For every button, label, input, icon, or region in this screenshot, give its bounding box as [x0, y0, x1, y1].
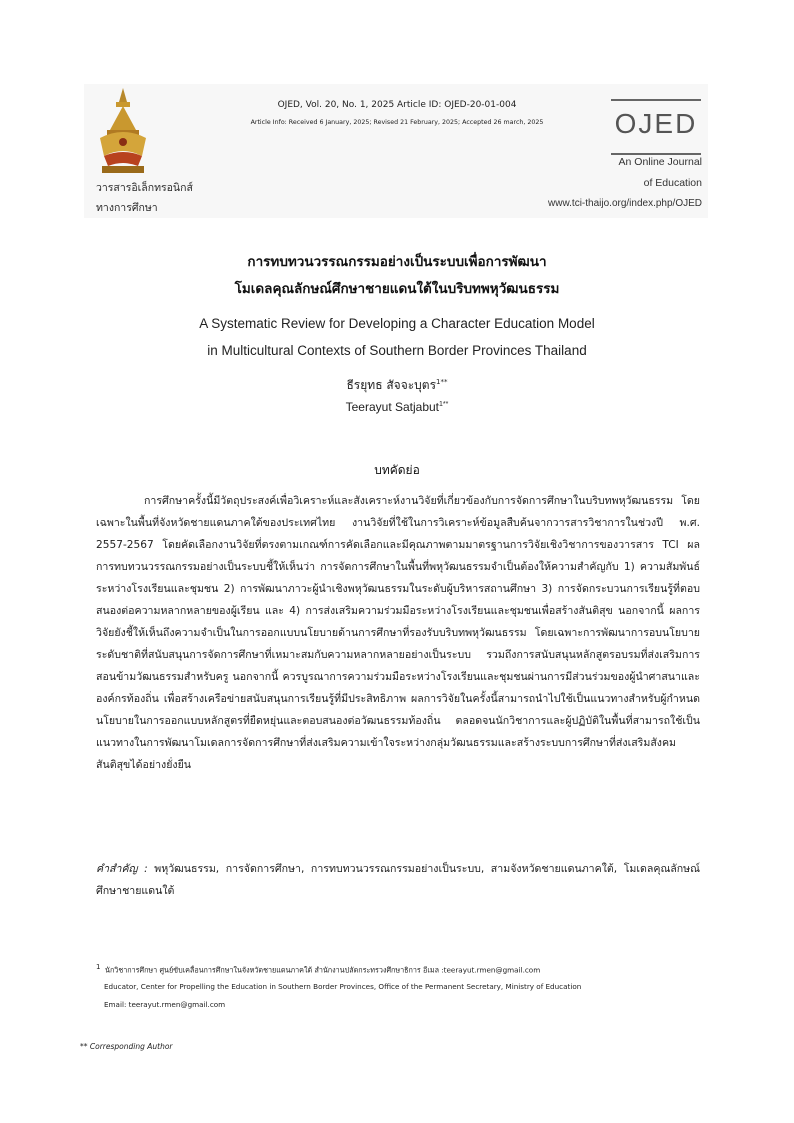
author-name-th [0, 376, 794, 395]
keywords-label: คำสำคัญ : [96, 863, 148, 875]
journal-name-th-line2: ทางการศึกษา [96, 202, 158, 214]
title-th-line2: โมเดลคุณลักษณ์ศึกษาชายแดนใต้ในบริบทพหุวัฒนธรรม [234, 281, 560, 297]
journal-subtitle-line2: of Education [643, 177, 702, 189]
keywords-text: พหุวัฒนธรรม, การจัดการศึกษา, การทบทวนวรรณกรรมอย่างเป็นระบบ, สามจังหวัดชายแดนภาคใต้, โมเดลคุณลักษณ์ศึกษาชายแดนใต้ [96, 863, 700, 897]
author-name-en [0, 400, 794, 414]
journal-name-th-line1: วารสารอิเล็กทรอนิกส์ [96, 182, 193, 194]
author-name-en-text: Teerayut Satjabut [345, 400, 440, 414]
footnote-line3: Email: teerayut.rmen@gmail.com [104, 1000, 226, 1009]
title-en-line2: in Multicultural Contexts of Southern Border Provinces Thailand [207, 343, 587, 358]
author-marker-en: 1** [439, 401, 449, 408]
footnote-marker: 1 [96, 963, 101, 971]
keywords [96, 858, 700, 902]
footnote-line1-text: นักวิชาการศึกษา ศูนย์ขับเคลื่อนการศึกษาในจังหวัดชายแดนภาคใต้ สำนักงานปลัดกระทรวงศึกษาธิการ อีเมล :teerayut.rmen@gmail.com [105, 965, 541, 975]
article-info: Article Info: Received 6 January, 2025; Revised 21 February, 2025; Accepted 26 march, 2025 [250, 119, 544, 126]
abstract-heading: บทคัดย่อ [374, 463, 420, 477]
title-th-line1: การทบทวนวรรณกรรมอย่างเป็นระบบเพื่อการพัฒนา [247, 254, 547, 270]
issue-line: OJED, Vol. 20, No. 1, 2025 Article ID: OJED-20-01-004 [277, 100, 517, 110]
corresponding-author-note [80, 1042, 173, 1051]
title-en-line1: A Systematic Review for Developing a Character Education Model [199, 316, 595, 331]
journal-subtitle-line1: An Online Journal [618, 156, 702, 168]
footnote-line1 [96, 963, 540, 976]
corresponding-text: Corresponding Author [89, 1042, 173, 1051]
corresponding-marker: ** [80, 1042, 88, 1051]
author-name-th-text: ธีรยุทธ สัจจะบุตร [346, 378, 437, 392]
footnote-line2: Educator, Center for Propelling the Education in Southern Border Provinces, Office of the Permanent Secretary, Ministry of Education [104, 982, 582, 991]
ojed-logo: OJED [614, 108, 698, 139]
journal-url[interactable]: www.tci-thaijo.org/index.php/OJED [548, 198, 702, 209]
abstract-body: การศึกษาครั้งนี้มีวัตถุประสงค์เพื่อวิเคราะห์และสังเคราะห์งานวิจัยที่เกี่ยวข้องกับการจัดการศึกษาในบริบทพหุวัฒนธรรม โดยเฉพาะในพื้นที่จังหวัดชายแดนภาคใต้ของประเทศไทย งานวิจัยที่ใช้ในการวิเคราะห์ข้อมูลสืบค้นจากวารสารวิชาการในช่วงปี พ.ศ. 2557-2567 โดยคัดเลือกงานวิจัยที่ตรงตามเกณฑ์การคัดเลือกและมีคุณภาพตามมาตรฐานการวิจัยเชิงวิชาการของวารสาร TCI ผลการทบทวนวรรณกรรมอย่างเป็นระบบชี้ให้เห็นว่า การจัดการศึกษาในพื้นที่พหุวัฒนธรรมจำเป็นต้องให้ความสำคัญกับ 1) ความสัมพันธ์ระหว่างโรงเรียนและชุมชน 2) การพัฒนาภาวะผู้นำเชิงพหุวัฒนธรรมในระดับผู้บริหารสถานศึกษา 3) การจัดกระบวนการเรียนรู้ที่ตอบสนองต่อความหลากหลายของผู้เรียน และ 4) การส่งเสริมความร่วมมือระหว่างโรงเรียนและชุมชนเพื่อสร้างสันติสุข นอกจากนี้ ผลการวิจัยยังชี้ให้เห็นถึงความจำเป็นในการออกแบบนโยบายด้านการศึกษาที่รองรับบริบทพหุวัฒนธรรม โดยเฉพาะการพัฒนาการอบนโยบายระดับชาติที่สนับสนุนการจัดการศึกษาที่เหมาะสมกับความหลากหลายอย่างเป็นระบบ รวมถึงการสนับสนุนหลักสูตรอบรมที่ส่งเสริมการสอนข้ามวัฒนธรรมสำหรับครู นอกจากนี้ ควรบูรณาการความร่วมมือระหว่างโรงเรียนและชุมชนผ่านการมีส่วนร่วมของผู้นำศาสนาและองค์กรท้องถิ่น เพื่อสร้างเครือข่ายสนับสนุนการเรียนรู้ที่มีประสิทธิภาพ ผลการวิจัยในครั้งนี้สามารถนำไปใช้เป็นแนวทางสำหรับผู้กำหนดนโยบายในการออกแบบหลักสูตรที่ยืดหยุ่นและตอบสนองต่อวัฒนธรรมท้องถิ่น ตลอดจนนักวิชาการและผู้ปฏิบัติในพื้นที่สามารถใช้เป็นแนวทางในการพัฒนาโมเดลการจัดการศึกษาที่ส่งเสริมความเข้าใจระหว่างกลุ่มวัฒนธรรมและสร้างระบบการศึกษาที่ส่งเสริมสังคมสันติสุขได้อย่างยั่งยืน [96, 495, 700, 771]
author-marker: 1** [436, 378, 448, 386]
